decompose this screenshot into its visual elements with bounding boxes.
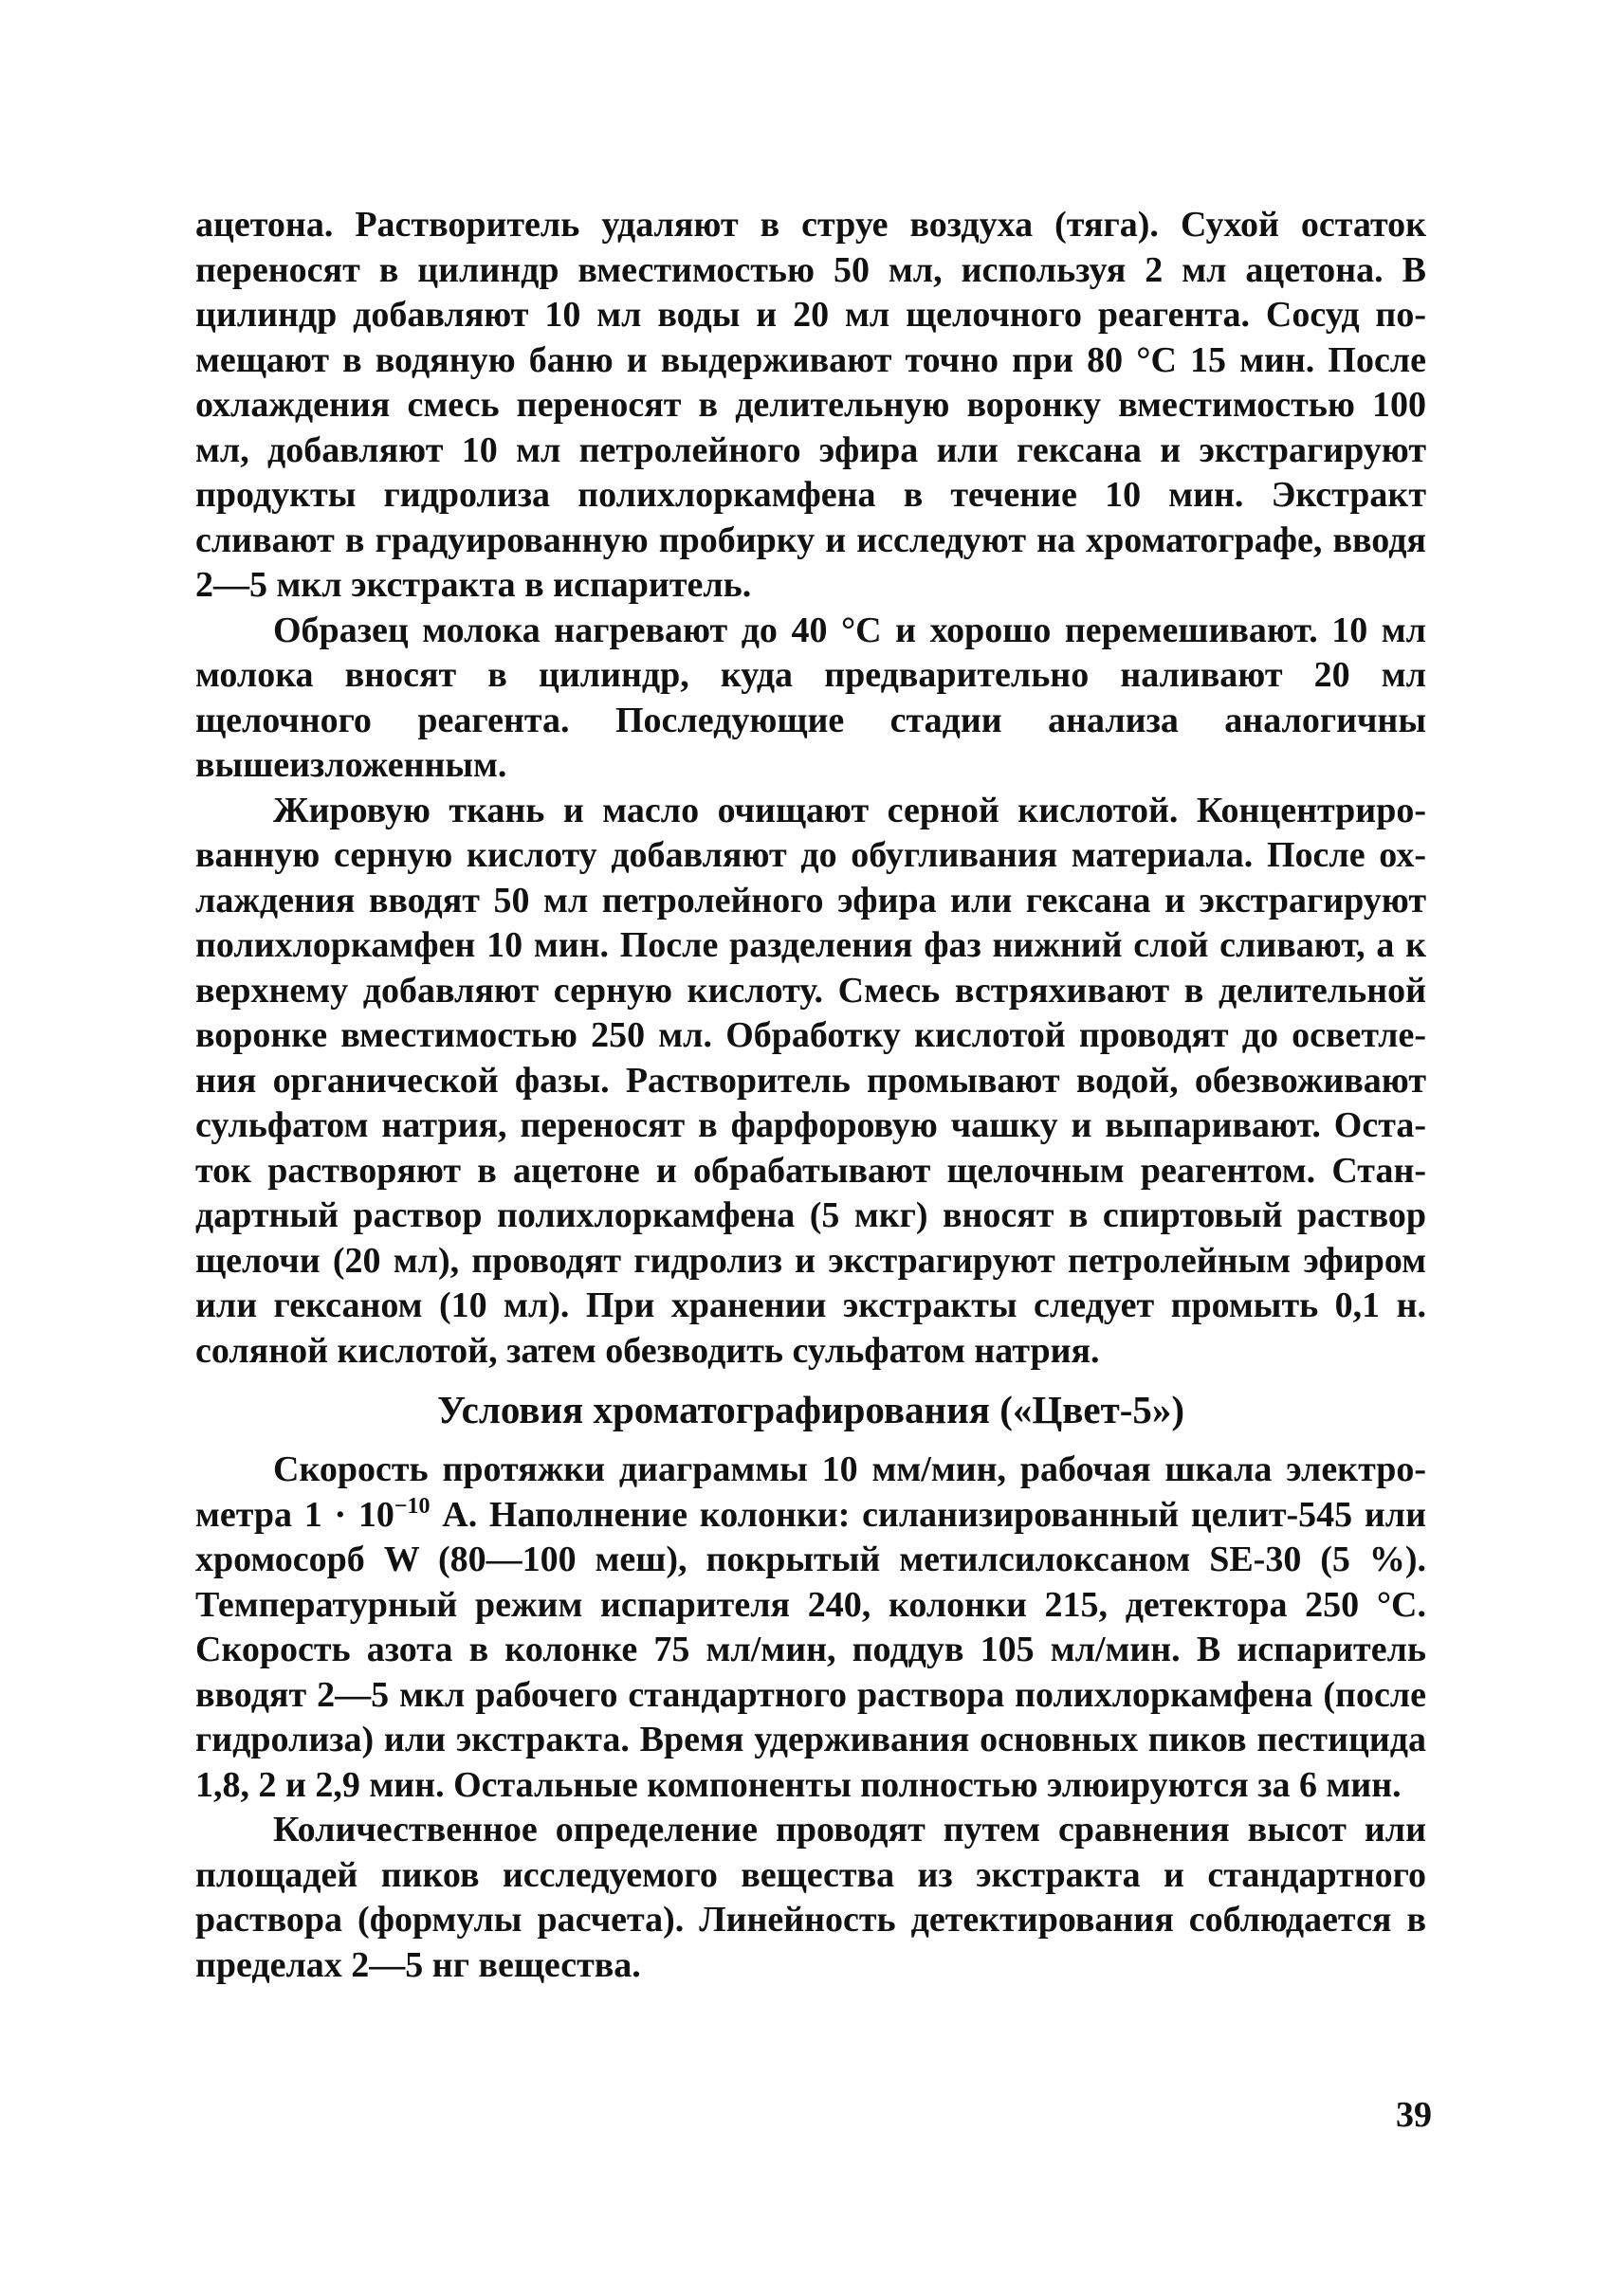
page-number: 39 (1396, 2095, 1432, 2135)
page-body (195, 203, 1426, 1988)
paragraph-fat-tissue: Жировую ткань и масло очищают серной кислотой. Концентрированную серную кислоту добавляют до обугливания материала. После охлаждения вводят 50 мл петролейного эфира или гексана и экстрагируют полихлоркамфен 10 мин. После разделения фаз нижний слой сливают, а к верхнему добавляют серную кислоту. Смесь встряхивают в делительной воронке вместимостью 250 мл. Обработку кислотой проводят до осветления органической фазы. Растворитель промывают водой, обезвоживают сульфатом натрия, переносят в фарфоровую чашку и выпаривают. Остаток растворяют в ацетоне и обрабатывают щелочным реагентом. Стандартный раствор полихлоркамфена (5 мкг) вносят в спиртовый раствор щелочи (20 мл), проводят гидролиз и экстрагируют петролейным эфиром или гексаном (10 мл). При хранении экстракты следует промыть 0,1 н. соляной кислотой, затем обезводить сульфатом натрия. (195, 790, 1426, 1371)
paragraph-quantitative-determination: Количественное определение проводят путем сравнения высот или площадей пиков исследуемого вещества из экстракта и стандартного раствора (формулы расчета). Линейность детектирования соблюдается в пределах 2—5 нг вещества. (195, 1810, 1426, 1985)
paragraph-chromatography-conditions (195, 1448, 1426, 1808)
paragraph-sample-preparation: ацетона. Растворитель удаляют в струе воздуха (тяга). Сухой остаток переносят в цилиндр вместимостью 50 мл, используя 2 мл ацетона. В цилиндр добавляют 10 мл воды и 20 мл щелочного реагента. Сосуд помещают в водяную баню и выдерживают точно при 80 °С 15 мин. После охлаждения смесь переносят в делительную воронку вместимостью 100 мл, добавляют 10 мл петролейного эфира или гексана и экстрагируют продукты гидролиза полихлоркамфена в течение 10 мин. Экстракт сливают в градуированную пробирку и исследуют на хроматографе, вводя 2—5 мкл экстракта в испаритель. (195, 205, 1426, 605)
conditions-text-start: Скорость протяжки диаграммы 10 мм/мин, рабочая шкала электрометра 1 · 10 (195, 1449, 1426, 1535)
conditions-text-end: А. Наполнение колонки: силанизированный целит-545 или хромосорб W (80—100 меш), покрытый метилсилоксаном SE-30 (5 %). Температурный режим испарителя 240, колонки 215, детектора 250 °С. Скорость азота в колонке 75 мл/мин, поддув 105 мл/мин. В испаритель вводят 2—5 мкл рабочего стандартного раствора полихлоркамфена (после гидролиза) или экстракта. Время удерживания основных пиков пестицида 1,8, 2 и 2,9 мин. Остальные компоненты полностью элюируются за 6 мин. (195, 1494, 1426, 1805)
exponent-superscript: −10 (394, 1493, 431, 1519)
section-heading: Условия хроматографирования («Цвет-5») (436, 1388, 1185, 1431)
paragraph-milk-sample: Образец молока нагревают до 40 °С и хорошо перемешивают. 10 мл молока вносят в цилиндр, куда предварительно наливают 20 мл щелочного реагента. Последующие стадии анализа аналогичны вышеизложенным. (195, 610, 1426, 785)
